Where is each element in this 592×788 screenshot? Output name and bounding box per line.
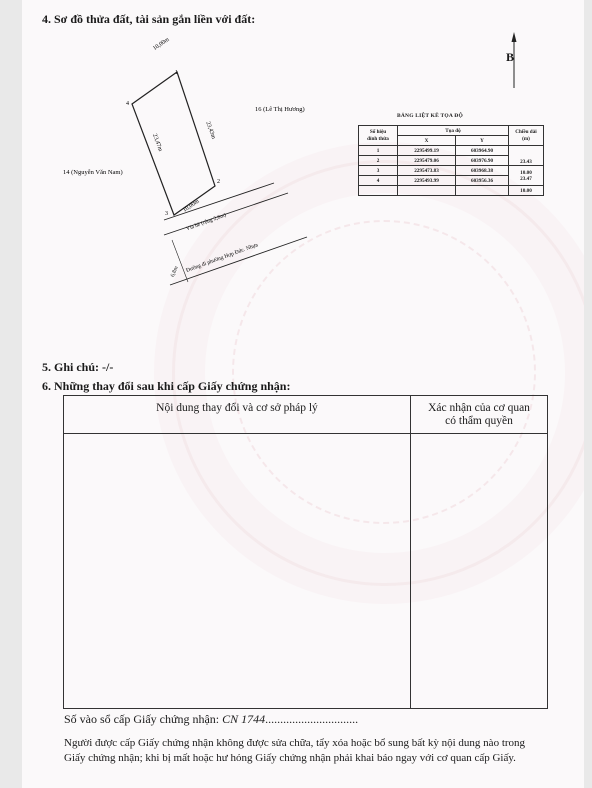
road-edge-far [170,237,307,285]
registry-code: CN 1744 [222,712,266,726]
coord-h-point: Số hiệu đỉnh thửa [359,126,398,146]
north-label: B [506,50,515,64]
dim-right-label: 23,43m [204,120,217,140]
sidewalk-label: Vỉa hè (rộng 2,6m) [185,212,228,233]
coord-h-y: Y [456,136,509,146]
vertex-2-label: 2 [217,179,220,185]
changes-table [63,395,548,709]
road-width-label: 6,8m [169,265,180,279]
changes-col-confirm: Xác nhận của cơ quan có thẩm quyền [411,396,548,434]
table-row: 10.00 [359,186,544,196]
table-row: 1 2295499.19 603964.90 23.43 [359,146,544,156]
section-4-title: 4. Sơ đồ thửa đất, tài sản gắn liền với đất: [42,12,256,26]
dim-left-label: 23,47m [151,133,164,153]
neighbor-right-label: 16 (Lê Thị Hương) [255,106,305,113]
table-row: 2 2295479.06 603976.90 [359,156,544,166]
registry-number: Số vào sổ cấp Giấy chứng nhận: CN 1744............................... [64,712,359,726]
vertex-1-label: 1 [175,70,178,76]
coord-h-len: Chiều dài (m) [509,126,544,146]
vertex-4-label: 4 [126,101,129,107]
changes-confirm-cell [411,434,548,709]
north-arrowhead-icon [512,32,517,42]
footer-note: Người được cấp Giấy chứng nhận không được sửa chữa, tẩy xóa hoặc bổ sung bất kỳ nội dung nào trong Giấy chứng nhận; khi bị mất hoặc hư hỏng Giấy chứng nhận phải khai báo ngay với cơ quan cấp Giấy. [64,737,526,764]
coord-table-title: BẢNG LIỆT KÊ TỌA ĐỘ [397,113,463,119]
coord-table [358,125,544,196]
table-row: 3 2295473.83 603968.38 10.00 23.47 [359,166,544,176]
neighbor-left-label: 14 (Nguyễn Văn Nam) [63,169,123,176]
parcel-boundary [132,72,215,215]
dim-top-label: 10,00m [152,36,171,52]
section-6-title: 6. Những thay đổi sau khi cấp Giấy chứng nhận: [42,379,291,393]
table-row: 4 2295493.99 603956.36 [359,176,544,186]
road-label: Đường đi phường Hợp Đức. Nhựa [185,242,259,274]
changes-col-content: Nội dung thay đổi và cơ sở pháp lý [64,396,411,434]
vertex-3-label: 3 [165,211,168,217]
coord-h-x: X [398,136,456,146]
dim-bottom-label: 10,00m [182,198,201,214]
coord-h-coord: Tọa độ [398,126,509,136]
changes-content-cell [64,434,411,709]
section-5-title: 5. Ghi chú: -/- [42,360,114,374]
